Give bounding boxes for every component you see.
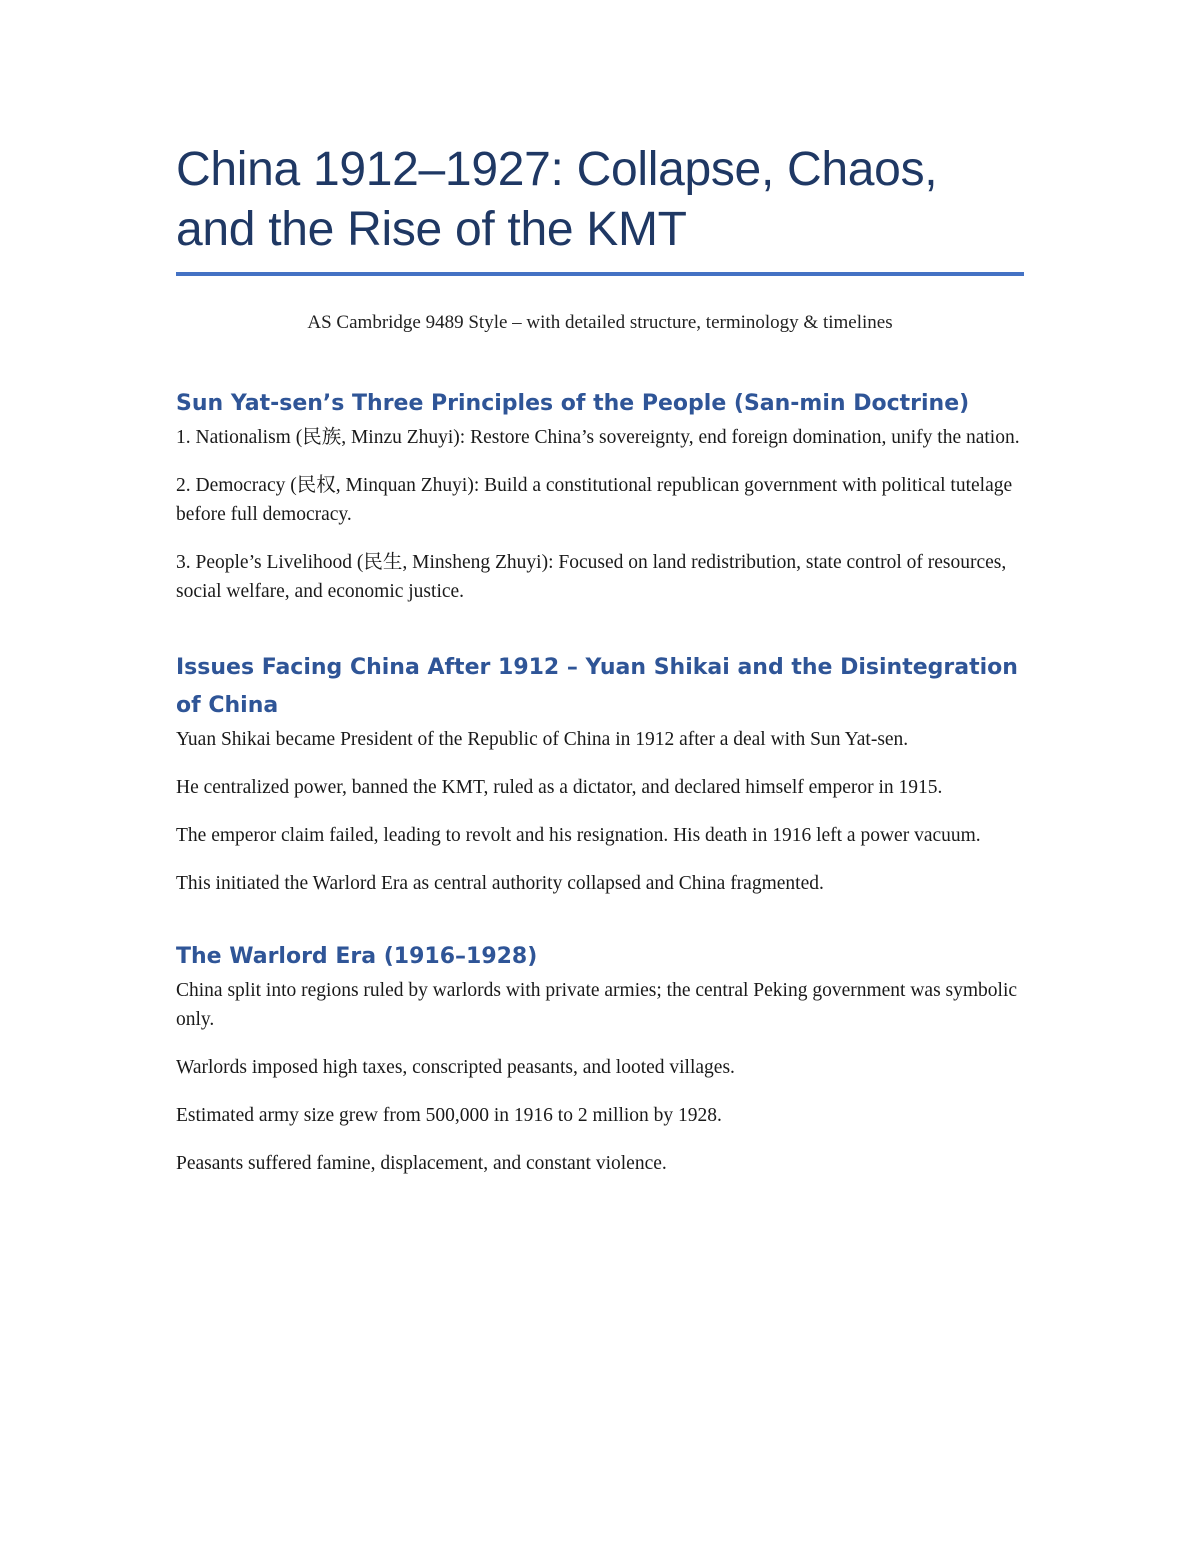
paragraph: He centralized power, banned the KMT, ruled as a dictator, and declared himself emperor in 1915. — [176, 777, 943, 798]
paragraph: 2. Democracy (民权, Minquan Zhuyi): Build a constitutional republican government with political tutelage before full democracy. — [176, 475, 1013, 525]
section-heading: The Warlord Era (1916–1928) — [176, 944, 538, 969]
paragraph: The emperor claim failed, leading to revolt and his resignation. His death in 1916 left a power vacuum. — [176, 825, 981, 846]
document-subtitle: AS Cambridge 9489 Style – with detailed structure, terminology & timelines — [307, 312, 893, 333]
section-three-principles — [176, 385, 1024, 606]
section-yuan-shikai — [176, 649, 1024, 898]
paragraph: Estimated army size grew from 500,000 in 1916 to 2 million by 1928. — [176, 1105, 722, 1126]
paragraph: This initiated the Warlord Era as central authority collapsed and China fragmented. — [176, 873, 824, 894]
paragraph: Peasants suffered famine, displacement, and constant violence. — [176, 1153, 667, 1174]
paragraph: China split into regions ruled by warlords with private armies; the central Peking government was symbolic only. — [176, 980, 1018, 1030]
title-underline — [176, 272, 1024, 276]
paragraph: 1. Nationalism (民族, Minzu Zhuyi): Restore China’s sovereignty, end foreign domination, unify the nation. — [176, 427, 1020, 448]
section-warlord-era — [176, 938, 1024, 1178]
paragraph: Warlords imposed high taxes, conscripted peasants, and looted villages. — [176, 1057, 735, 1078]
section-heading: Issues Facing China After 1912 – Yuan Shikai and the Disintegration of China — [176, 655, 1018, 718]
document-page — [176, 140, 1024, 1197]
paragraph: Yuan Shikai became President of the Republic of China in 1912 after a deal with Sun Yat-sen. — [176, 729, 909, 750]
paragraph: 3. People’s Livelihood (民生, Minsheng Zhuyi): Focused on land redistribution, state control of resources, social welfare, and economic justice. — [176, 552, 1007, 602]
document-title: China 1912–1927: Collapse, Chaos, and the Rise of the KMT — [176, 143, 938, 256]
section-heading: Sun Yat-sen’s Three Principles of the People (San-min Doctrine) — [176, 391, 970, 416]
